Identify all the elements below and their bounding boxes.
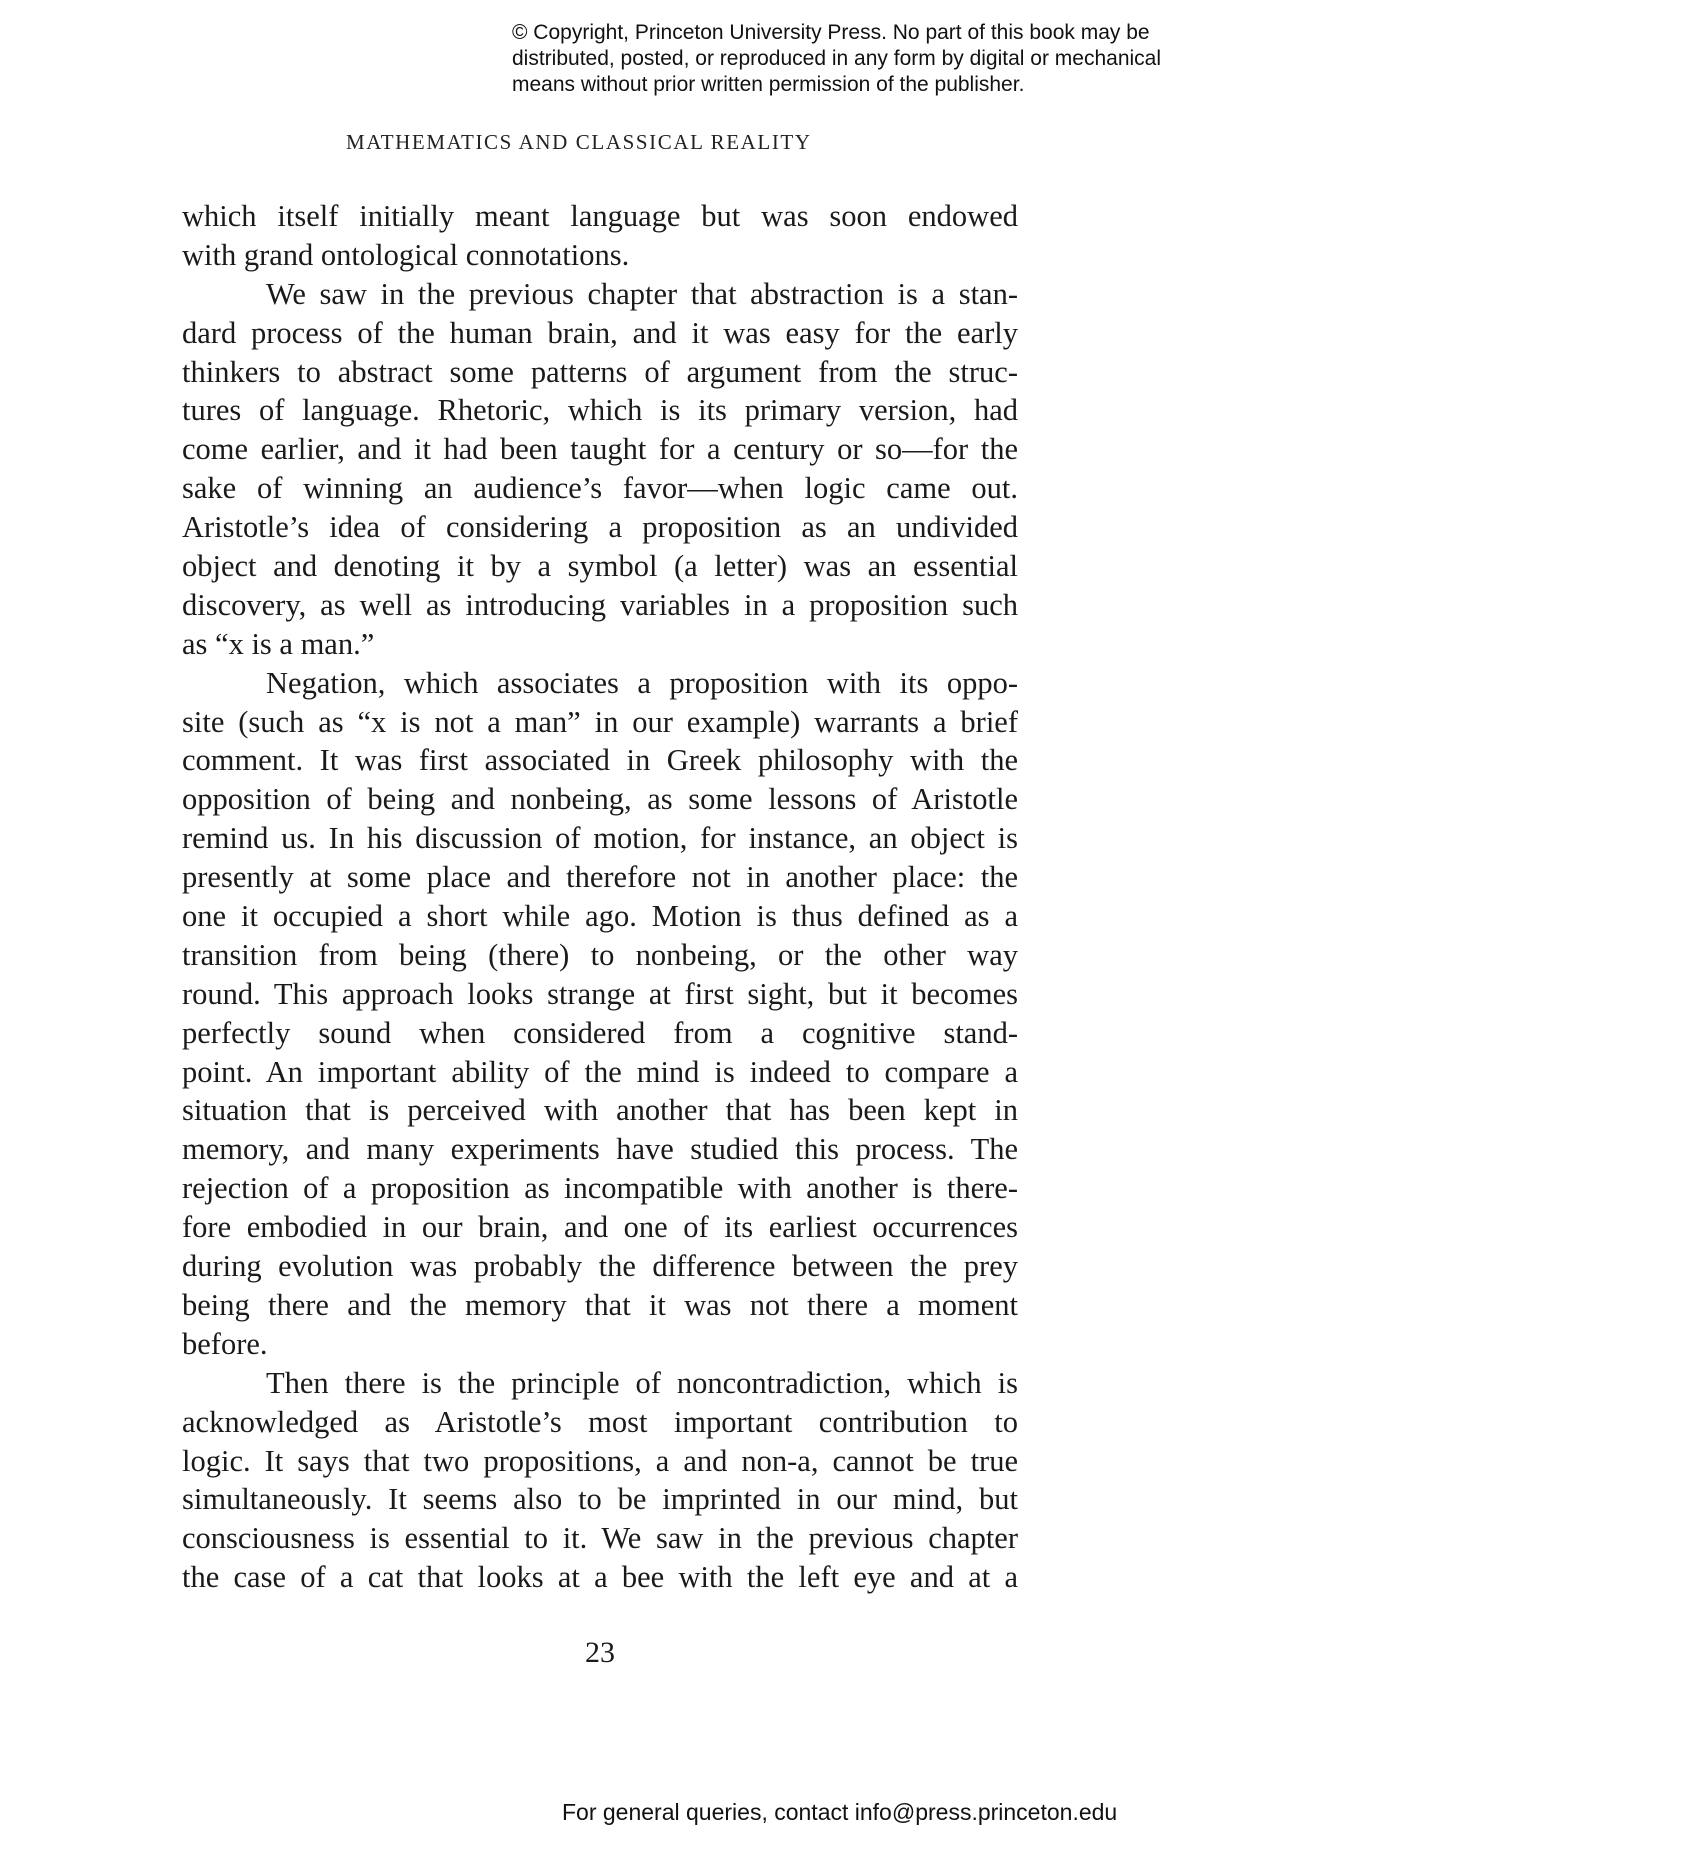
- text-line: comment. It was first associated in Greek philosophy with the: [182, 743, 1018, 778]
- text-line: one it occupied a short while ago. Motion is thus defined as a: [182, 899, 1018, 934]
- text-line: discovery, as well as introducing variables in a proposition such: [182, 587, 1018, 622]
- text-line: during evolution was probably the difference between the prey: [182, 1249, 1018, 1284]
- text-line: simultaneously. It seems also to be imprinted in our mind, but: [182, 1482, 1018, 1517]
- text-line: thinkers to abstract some patterns of argument from the struc-: [182, 354, 1018, 389]
- page-number: 23: [585, 1636, 615, 1669]
- text-line: presently at some place and therefore not in another place: the: [182, 860, 1018, 895]
- text-line: rejection of a proposition as incompatible with another is there-: [182, 1171, 1018, 1206]
- text-line: point. An important ability of the mind is indeed to compare a: [182, 1054, 1018, 1089]
- text-line: dard process of the human brain, and it was easy for the early: [182, 315, 1018, 350]
- text-line: fore embodied in our brain, and one of its earliest occurrences: [182, 1210, 1018, 1245]
- text-line: Aristotle’s idea of considering a proposition as an undivided: [182, 510, 1018, 545]
- text-line: tures of language. Rhetoric, which is its primary version, had: [182, 393, 1018, 428]
- text-line: sake of winning an audience’s favor—when logic came out.: [182, 471, 1018, 506]
- text-line: situation that is perceived with another that has been kept in: [182, 1093, 1018, 1128]
- text-line: before.: [182, 1326, 268, 1361]
- text-line: Negation, which associates a proposition with its oppo-: [266, 665, 1018, 700]
- copyright-notice: [512, 20, 1232, 98]
- text-line: which itself initially meant language but was soon endowed: [182, 199, 1018, 233]
- text-line: acknowledged as Aristotle’s most important contribution to: [182, 1404, 1018, 1439]
- text-line: come earlier, and it had been taught for a century or so—for the: [182, 432, 1018, 467]
- text-line: perfectly sound when considered from a cognitive stand-: [182, 1015, 1018, 1050]
- text-line: transition from being (there) to nonbeing, or the other way: [182, 937, 1018, 972]
- text-line: the case of a cat that looks at a bee with the left eye and at a: [182, 1560, 1018, 1595]
- text-line: Then there is the principle of noncontradiction, which is: [266, 1365, 1018, 1400]
- text-line: round. This approach looks strange at first sight, but it becomes: [182, 976, 1018, 1011]
- text-line: logic. It says that two propositions, a and non-a, cannot be true: [182, 1443, 1018, 1478]
- copyright-line: distributed, posted, or reproduced in any form by digital or mechanical: [512, 47, 1162, 70]
- text-line: site (such as “x is not a man” in our example) warrants a brief: [182, 704, 1018, 739]
- text-line: being there and the memory that it was not there a moment: [182, 1287, 1018, 1322]
- footer-contact: For general queries, contact info@press.princeton.edu: [562, 1799, 1118, 1825]
- copyright-line: means without prior written permission of the publisher.: [512, 73, 1025, 96]
- text-line: remind us. In his discussion of motion, for instance, an object is: [182, 821, 1018, 856]
- text-line: We saw in the previous chapter that abstraction is a stan-: [266, 276, 1018, 311]
- text-line: as “x is a man.”: [182, 626, 375, 661]
- text-line: memory, and many experiments have studied this process. The: [182, 1132, 1018, 1167]
- text-line: with grand ontological connotations.: [182, 237, 630, 272]
- copyright-line: © Copyright, Princeton University Press. No part of this book may be: [512, 21, 1150, 44]
- running-head: MATHEMATICS AND CLASSICAL REALITY: [346, 130, 812, 154]
- text-line: consciousness is essential to it. We saw in the previous chapter: [182, 1521, 1018, 1556]
- body-text: [182, 197, 1018, 1597]
- text-line: opposition of being and nonbeing, as some lessons of Aristotle: [182, 782, 1018, 817]
- text-line: object and denoting it by a symbol (a letter) was an essential: [182, 549, 1018, 584]
